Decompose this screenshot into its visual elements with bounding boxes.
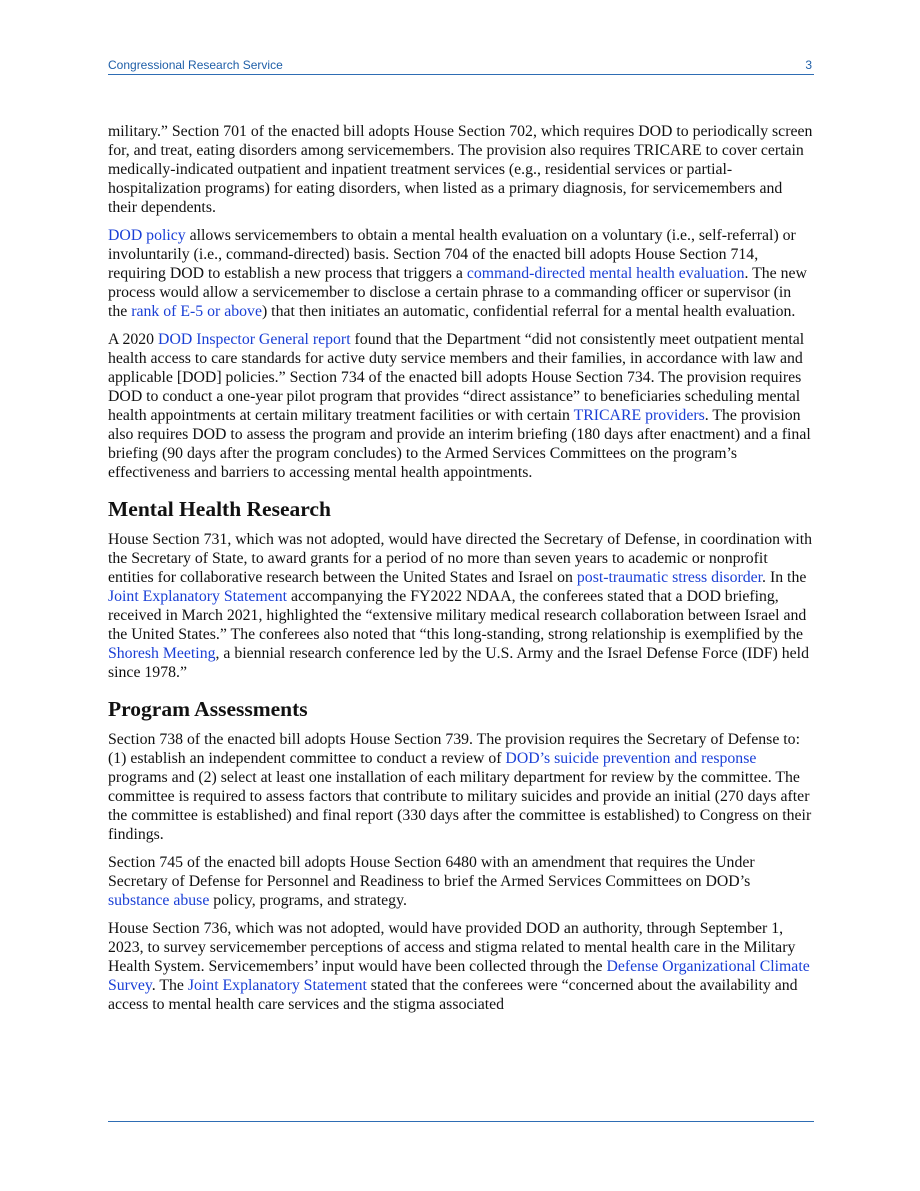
heading-mental-health-research: Mental Health Research bbox=[108, 497, 331, 521]
footer-rule bbox=[108, 1121, 814, 1122]
link-ptsd[interactable]: post-traumatic stress disorder bbox=[576, 569, 763, 586]
link-command-directed-evaluation[interactable]: command-directed mental health evaluation bbox=[466, 265, 745, 282]
link-climate-survey[interactable]: Defense Organizational Climate Survey bbox=[108, 958, 810, 994]
link-substance-abuse[interactable]: substance abuse bbox=[108, 892, 210, 909]
link-tricare-providers[interactable]: TRICARE providers bbox=[573, 407, 705, 424]
paragraph-research-grants: House Section 731, which was not adopted, would have directed the Secretary of Defense, in coordination with the Secretary of State, to award grants for a period of no more than seven years to academic or nonprofit entities for collaborative research between the United States and Israel on post-traumatic stress disorder. In the Joint Explanatory Statement accompanying the FY2022 NDAA, the conferees stated that a DOD briefing, received in March 2021, highlighted the “extensive military medical research collaboration between Israel and the United States.” The conferees also noted that “this long-standing, strong relationship is exemplified by the Shoresh Meeting, a biennial research conference led by the U.S. Army and the Israel Defense Force (IDF) held since 1978.” bbox=[108, 531, 813, 681]
body-content bbox=[108, 122, 814, 1023]
page-number: 3 bbox=[805, 58, 812, 72]
link-rank-e5[interactable]: rank of E-5 or above bbox=[131, 303, 262, 320]
paragraph-survey: House Section 736, which was not adopted, would have provided DOD an authority, through September 1, 2023, to survey servicemember perceptions of access and stigma related to mental health care in the Military Health System. Servicemembers’ input would have been collected through the Defense Organizational Climate Survey. The Joint Explanatory Statement stated that the conferees were “concerned about the availability and access to mental health care services and the stigma associated bbox=[108, 920, 810, 1013]
paragraph-inspector-general: A 2020 DOD Inspector General report found that the Department “did not consistently meet outpatient mental health access to care standards for active duty service members and their families, in accordance with law and applicable [DOD] policies.” Section 734 of the enacted bill adopts House Section 734. The provision requires DOD to conduct a one-year pilot program that provides “direct assistance” to beneficiaries scheduling mental health appointments at certain military treatment facilities or with certain TRICARE providers. The provision also requires DOD to assess the program and provide an interim briefing (180 days after enactment) and a final briefing (90 days after the program concludes) to the Armed Services Committees on the program’s effectiveness and barriers to accessing mental health appointments. bbox=[108, 331, 811, 481]
paragraph-eating-disorders: military.” Section 701 of the enacted bill adopts House Section 702, which requires DOD to periodically screen for, and treat, eating disorders among servicemembers. The provision also requires TRICARE to cover certain medically-indicated outpatient and inpatient treatment services (e.g., residential services or partial-hospitalization programs) for eating disorders, when listed as a primary diagnosis, for servicemembers and their dependents. bbox=[108, 123, 813, 216]
link-shoresh-meeting[interactable]: Shoresh Meeting bbox=[108, 645, 216, 662]
link-joint-explanatory-statement-2[interactable]: Joint Explanatory Statement bbox=[187, 977, 367, 994]
header-title: Congressional Research Service bbox=[108, 58, 283, 72]
heading-program-assessments: Program Assessments bbox=[108, 697, 308, 721]
paragraph-mental-health-evaluation: DOD policy allows servicemembers to obtain a mental health evaluation on a voluntary (i.e., self-referral) or involuntarily (i.e., command-directed) basis. Section 704 of the enacted bill adopts House Section 714, requiring DOD to establish a new process that triggers a command-directed mental health evaluation. The new process would allow a servicemember to disclose a certain phrase to a commanding officer or supervisor (in the rank of E-5 or above) that then initiates an automatic, confidential referral for a mental health evaluation. bbox=[108, 227, 807, 320]
link-suicide-prevention[interactable]: DOD’s suicide prevention and response bbox=[505, 750, 757, 767]
page-header bbox=[108, 58, 814, 75]
paragraph-suicide-prevention: Section 738 of the enacted bill adopts House Section 739. The provision requires the Secretary of Defense to: (1) establish an independent committee to conduct a review of DOD’s suicide prevention and response programs and (2) select at least one installation of each military department for review by the committee. The committee is required to assess factors that contribute to military suicides and provide an initial (270 days after the committee is established) and final report (330 days after the committee is established) to Congress on their findings. bbox=[108, 731, 812, 843]
link-joint-explanatory-statement[interactable]: Joint Explanatory Statement bbox=[108, 588, 287, 605]
paragraph-substance-abuse: Section 745 of the enacted bill adopts House Section 6480 with an amendment that requires the Under Secretary of Defense for Personnel and Readiness to brief the Armed Services Committees on DOD’s substance abuse policy, programs, and strategy. bbox=[108, 854, 755, 909]
link-dod-policy[interactable]: DOD policy bbox=[108, 227, 186, 244]
link-dod-ig-report[interactable]: DOD Inspector General report bbox=[158, 331, 351, 348]
